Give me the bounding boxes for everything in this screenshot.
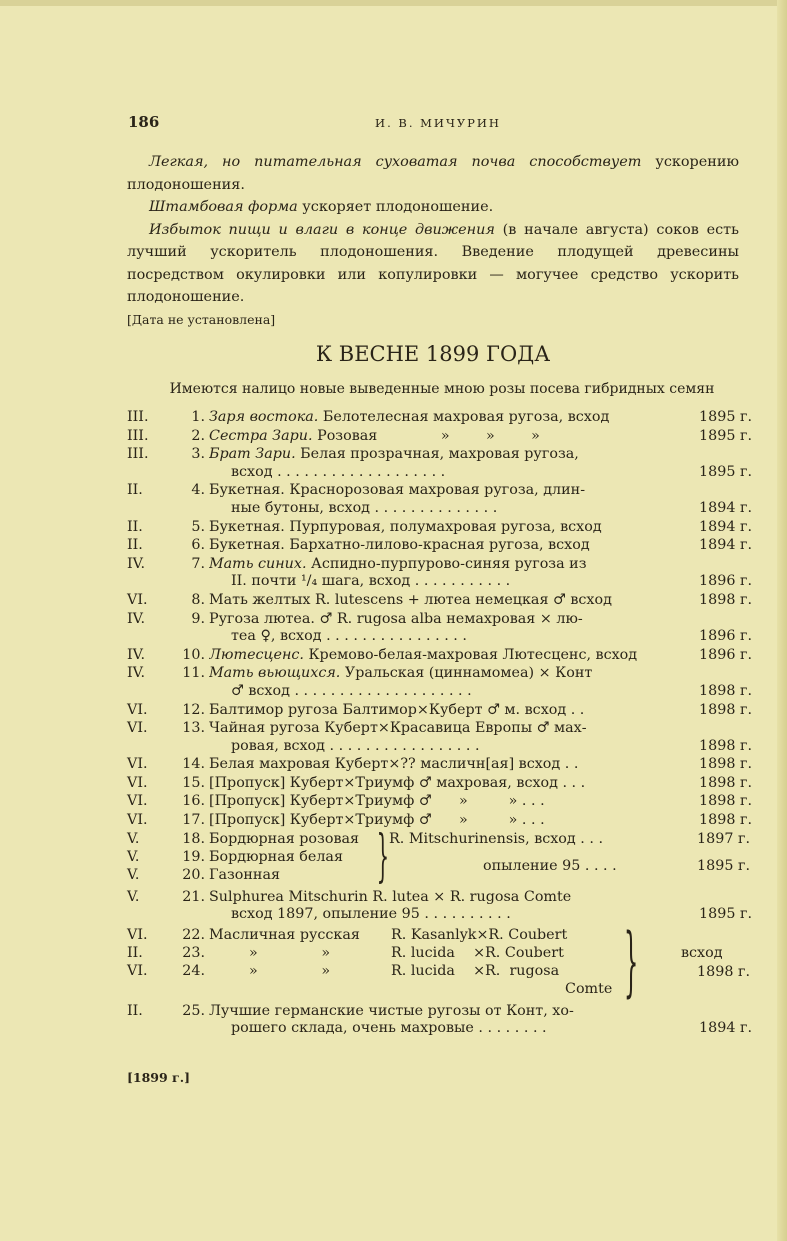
entry-year: 1898 г. — [699, 756, 752, 773]
list-item — [127, 848, 343, 867]
rose-list — [127, 409, 752, 1039]
entry-text: Букетная. Бархатно-лилово-красная ругоза, всход — [209, 537, 590, 554]
leader-dots: . . . . . . . . . . . . . . — [374, 499, 498, 516]
leader-dots: . . . . . . . . . . . — [414, 573, 511, 590]
entry-year: 1898 г. — [699, 591, 752, 608]
entry-italic-name: Сестра Зари. — [209, 427, 313, 444]
entry-text: » » — [249, 944, 331, 961]
list-item — [127, 1003, 752, 1038]
entry-number: 12. — [182, 701, 205, 718]
entry-text: Газонная — [209, 866, 280, 883]
list-item — [127, 446, 752, 481]
entry-roman: IV. — [127, 610, 146, 627]
entry-number: 7. — [191, 555, 205, 572]
entry-cross: R. Kasanlyk×R. Coubert — [391, 926, 568, 943]
entry-roman: VI. — [127, 720, 148, 737]
entry-text: [Пропуск] Куберт×Триумф ♂ » » . . . — [209, 793, 545, 810]
entry-number: 8. — [191, 591, 205, 608]
entry-roman: III. — [127, 409, 149, 425]
entry-year: 1898 г. — [699, 737, 752, 754]
entry-year: 1898 г. — [699, 812, 752, 829]
intro-p3-rest: (в начале августа) соков есть лучший ускоритель плодоношения. Введение плодущей древесины посредством окулировки или копулировки — могучее средство ускорить плодоношение. — [127, 221, 739, 305]
entry-text: Бордюрная белая — [209, 848, 343, 865]
leader-dots: . . . . . . . . — [478, 1020, 547, 1037]
entry-continuation: ные бутоны, всход — [231, 499, 370, 516]
entry-number: 17. — [182, 812, 205, 829]
entry-list — [127, 409, 752, 830]
entry-text: » » — [249, 962, 331, 979]
entry-continuation: теа ♀, всход — [231, 628, 322, 645]
footer-date: [1899 г.] — [127, 1070, 190, 1085]
list-item — [127, 665, 752, 700]
entry-roman: V. — [127, 866, 140, 883]
entry-number: 4. — [191, 482, 205, 499]
entry-year: 1898 г. — [699, 774, 752, 791]
list-item — [127, 647, 752, 665]
group-a-year-bottom: 1895 г. — [697, 857, 750, 874]
entry-text: Ругоза лютеа. ♂ R. rugosa alba немахровая × лю- — [209, 610, 583, 627]
section-title: К ВЕСНЕ 1899 ГОДА — [315, 342, 551, 366]
intro-p1-italic: Легкая, но питательная суховатая почва способствует — [149, 154, 642, 170]
entry-year: 1895 г. — [699, 906, 752, 923]
entry-text: Мать желтых R. lutescens + лютеа немецкая ♂ всход — [209, 591, 612, 608]
right-brace: } — [623, 915, 639, 1005]
entry-roman: IV. — [127, 665, 146, 682]
list-item — [127, 409, 752, 427]
entry-italic-name: Лютесценс. — [209, 646, 304, 663]
list-item — [127, 830, 360, 849]
right-brace: } — [376, 823, 390, 889]
date-note: [Дата не установлена] — [127, 311, 276, 327]
entry-number: 6. — [191, 537, 205, 554]
list-item — [127, 611, 752, 646]
entry-number: 11. — [182, 665, 205, 682]
entry-continuation: II. почти ¹/₄ шага, всход — [231, 573, 411, 590]
entry-year: 1895 г. — [699, 409, 752, 425]
entry-roman: VI. — [127, 793, 148, 810]
entry-cross: R. lucida ×R. Coubert — [391, 944, 564, 961]
entry-number: 24. — [182, 962, 205, 979]
group-b-year: 1898 г. — [697, 963, 750, 980]
entry-year: 1898 г. — [699, 793, 752, 810]
entry-cross-cont: Comte — [565, 980, 613, 997]
intro-paragraph-3 — [127, 219, 739, 309]
entry-roman: VI. — [127, 962, 148, 979]
entry-number: 1. — [191, 409, 205, 425]
entry-italic-name: Мать вьющихся. — [209, 665, 341, 682]
entry-roman: VI. — [127, 591, 148, 608]
intro-p2-italic: Штамбовая форма — [149, 199, 298, 215]
entry-year: 1894 г. — [699, 518, 752, 535]
entry-roman: VI. — [127, 701, 148, 718]
list-item — [127, 702, 752, 720]
entry-number: 15. — [182, 774, 205, 791]
entry-text: [Пропуск] Куберт×Триумф ♂ махровая, всход . . . — [209, 774, 586, 791]
entry-text: Букетная. Пурпуровая, полумахровая ругоза, всход — [209, 518, 602, 535]
entry-roman: III. — [127, 446, 149, 463]
entry-continuation: всход 1897, опыление 95 — [231, 906, 420, 923]
entry-roman: II. — [127, 944, 143, 961]
entry-number: 25. — [182, 1002, 205, 1019]
intro-p3-italic: Избыток пищи и влаги в конце движения — [149, 221, 495, 238]
entry-continuation: ровая, всход — [231, 737, 325, 754]
entry-year: 1898 г. — [699, 701, 752, 718]
entry-number: 5. — [191, 518, 205, 535]
entry-group-22-24 — [127, 915, 752, 1005]
entry-text: Букетная. Краснорозовая махровая ругоза, длин- — [209, 482, 586, 499]
list-item — [127, 482, 752, 517]
entry-number: 23. — [182, 944, 205, 961]
entry-text: Лучшие германские чистые ругозы от Конт, хо- — [209, 1002, 574, 1019]
entry-year: 1895 г. — [699, 463, 752, 480]
entry-roman: IV. — [127, 646, 146, 663]
entry-year: 1894 г. — [699, 499, 752, 516]
entry-continuation: рошего склада, очень махровые — [231, 1020, 474, 1037]
group-b-label: всход — [681, 944, 723, 961]
entry-roman: II. — [127, 482, 143, 499]
entry-number: 22. — [182, 926, 205, 943]
entry-italic-name: Заря востока. — [209, 409, 319, 425]
entry-number: 18. — [182, 830, 205, 847]
entry-year: 1896 г. — [699, 628, 752, 645]
entry-italic-name: Брат Зари. — [209, 446, 296, 463]
entry-text: Чайная ругоза Куберт×Красавица Европы ♂ мах- — [209, 720, 587, 737]
entry-number: 13. — [182, 720, 205, 737]
leader-dots: . . . . . . . . . . . . . . . . . — [329, 737, 480, 754]
list-item — [127, 428, 752, 446]
entry-roman: III. — [127, 427, 149, 444]
entry-roman: V. — [127, 888, 140, 905]
entry-text: Розовая » » » — [312, 427, 540, 444]
entry-number: 20. — [182, 866, 205, 883]
entry-roman: V. — [127, 830, 140, 847]
entry-roman: II. — [127, 518, 143, 535]
entry-text: Бордюрная розовая — [209, 830, 360, 847]
entry-text: Балтимор ругоза Балтимор×Куберт ♂ м. всход . . — [209, 701, 585, 718]
entry-text: Sulphurea Mitschurin R. lutea × R. rugosa Comte — [209, 888, 572, 905]
entry-text: Аспидно-пурпурово-синяя ругоза из — [306, 555, 587, 572]
entry-number: 2. — [191, 427, 205, 444]
entry-cross: R. lucida ×R. rugosa — [391, 962, 560, 979]
leader-dots: . . . . . . . . . . . . . . . . — [326, 628, 467, 645]
entry-group-18-20 — [127, 823, 752, 889]
entry-text: Белая махровая Куберт×?? масличн[ая] всход . . — [209, 756, 579, 773]
entry-number: 16. — [182, 793, 205, 810]
leader-dots: . . . . . . . . . . . . . . . . . . . . — [294, 682, 472, 699]
entry-number: 10. — [182, 646, 205, 663]
list-item — [127, 556, 752, 591]
entry-year: 1898 г. — [699, 682, 752, 699]
page-header — [128, 113, 748, 137]
entry-year: 1894 г. — [699, 537, 752, 554]
intro-paragraph-1 — [127, 151, 739, 196]
list-item — [127, 775, 752, 793]
intro-p1-rest: ускорению плодоношения. — [127, 154, 740, 193]
list-item — [127, 519, 752, 537]
entry-text: Белая прозрачная, махровая ругоза, — [295, 446, 579, 463]
list-item — [127, 720, 752, 755]
list-item — [127, 812, 752, 830]
entry-roman: VI. — [127, 774, 148, 791]
entry-text: Масличная русская — [209, 926, 360, 943]
group-a-year-top: 1897 г. — [697, 830, 750, 847]
list-item — [127, 867, 297, 885]
entry-number: 9. — [191, 610, 205, 627]
page-number: 186 — [128, 113, 160, 131]
list-item — [127, 889, 752, 924]
entry-text: [Пропуск] Куберт×Триумф ♂ » » . . . — [209, 812, 545, 829]
intro-p2-rest: ускоряет плодоношение. — [297, 199, 494, 215]
entry-year: 1896 г. — [699, 573, 752, 590]
list-item — [127, 927, 567, 945]
list-item — [127, 592, 752, 610]
entry-year: 1895 г. — [699, 427, 752, 444]
list-item — [127, 945, 564, 963]
entry-number: 3. — [191, 446, 205, 463]
entry-text: Белотелесная махровая ругоза, всход — [318, 409, 610, 425]
section-subtitle: Имеются налицо новые выведенные мною розы посева гибридных семян — [169, 381, 715, 397]
group-a-right-top: R. Mitschurinensis, всход . . . — [389, 830, 603, 847]
leader-dots: . . . . . . . . . . . . . . . . . . . — [277, 463, 446, 480]
list-item — [127, 537, 752, 555]
group-a-right-bottom: опыление 95 . . . . — [483, 857, 617, 874]
entry-continuation: ♂ всход — [231, 682, 290, 699]
entry-number: 21. — [182, 888, 205, 905]
entry-roman: V. — [127, 848, 140, 865]
entry-number: 14. — [182, 756, 205, 773]
list-item — [127, 756, 752, 774]
entry-continuation: всход — [231, 463, 273, 480]
entry-roman: VI. — [127, 756, 148, 773]
entry-roman: VI. — [127, 812, 148, 829]
entry-number: 19. — [182, 848, 205, 865]
entry-roman: IV. — [127, 555, 146, 572]
leader-dots: . . . . . . . . . . — [424, 906, 511, 923]
intro-paragraph-2 — [127, 196, 739, 219]
entry-text: Кремово-белая-махровая Лютесценс, всход — [303, 646, 638, 663]
list-item — [127, 793, 752, 811]
list-item — [127, 963, 559, 981]
entry-roman: VI. — [127, 926, 148, 943]
entry-italic-name: Мать синих. — [209, 555, 307, 572]
entry-roman: II. — [127, 537, 143, 554]
entry-year: 1894 г. — [699, 1020, 752, 1037]
entry-roman: II. — [127, 1002, 143, 1019]
entry-year: 1896 г. — [699, 646, 752, 663]
entry-text: Уральская (циннамомеа) × Конт — [340, 665, 593, 682]
intro-text — [127, 151, 739, 331]
running-head: И. В. МИЧУРИН — [375, 116, 501, 130]
